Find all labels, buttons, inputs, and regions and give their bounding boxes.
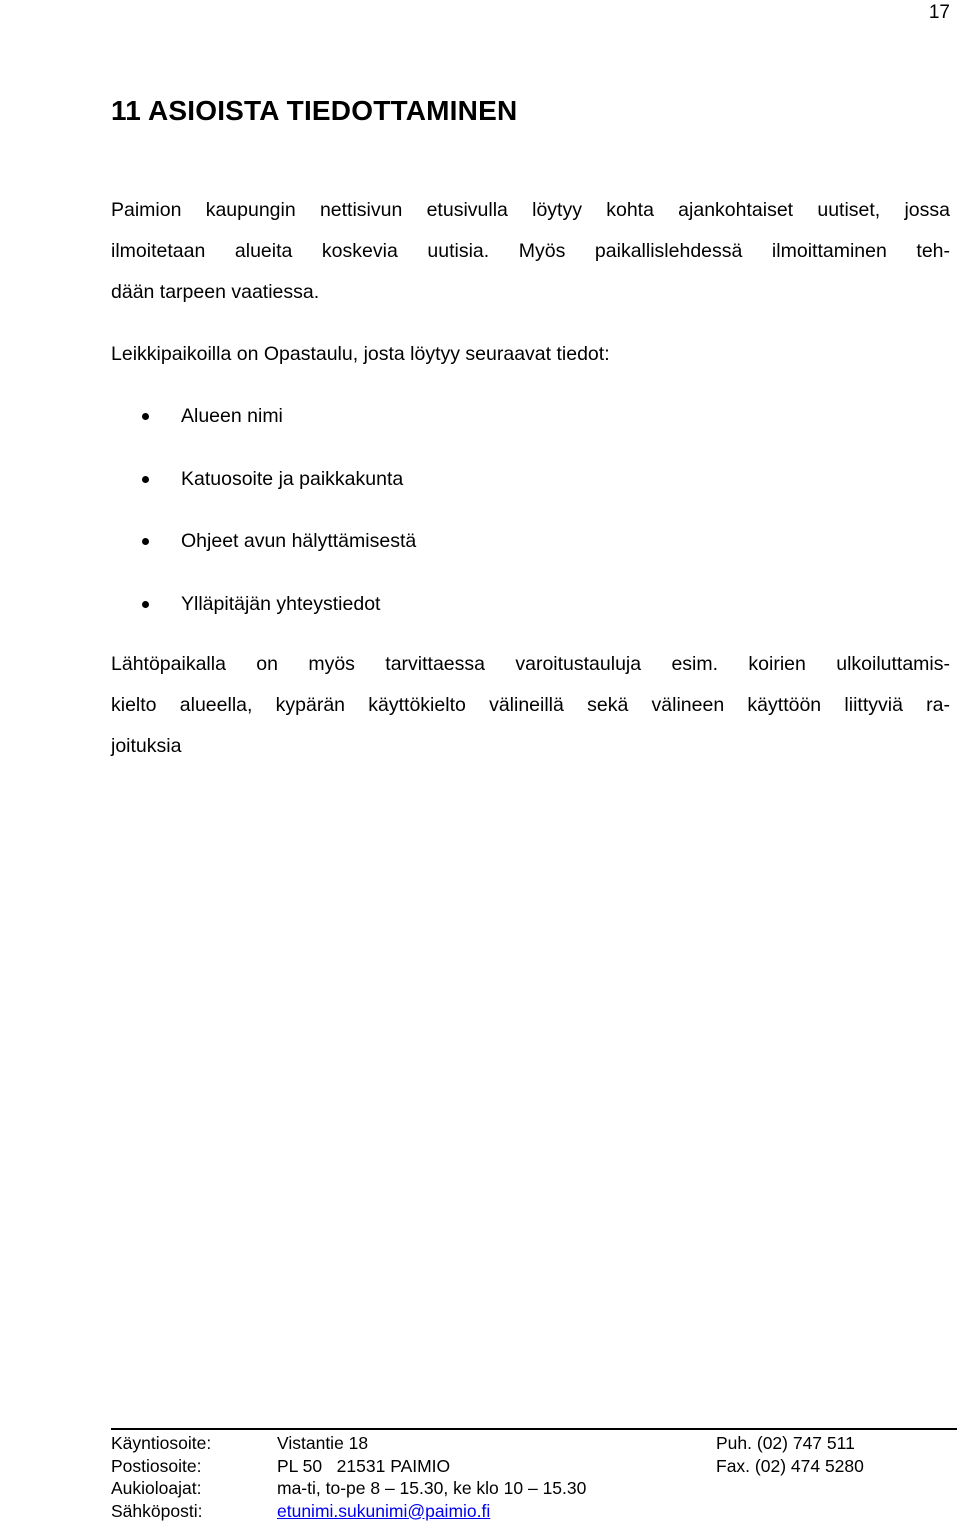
bullet-icon (142, 413, 149, 420)
footer-divider (111, 1428, 957, 1430)
section-heading: 11 ASIOISTA TIEDOTTAMINEN (111, 95, 518, 126)
footer-fax: Fax. (02) 474 5280 (716, 1455, 864, 1476)
paragraph-signboard-intro: Leikkipaikoilla on Opastaulu, josta löytyy seuraavat tiedot: (111, 343, 610, 365)
footer-value: Vistantie 18 (277, 1433, 369, 1453)
footer-row-opening-hours (111, 1477, 957, 1500)
page-number: 17 (928, 2, 950, 23)
email-link[interactable]: etunimi.sukunimi@paimio.fi (277, 1500, 491, 1521)
footer-phone: Puh. (02) 747 511 (716, 1433, 855, 1453)
list-item-text: Ohjeet avun hälyttämisestä (181, 530, 417, 552)
paragraph-warning-signs (111, 644, 950, 767)
signboard-info-list (142, 396, 416, 646)
paragraph-line: Paimion kaupungin nettisivun etusivulla löytyy kohta ajankohtaiset uutiset, jossa (111, 199, 950, 221)
footer-label: Sähköposti: (111, 1500, 203, 1521)
bullet-icon (142, 476, 149, 483)
footer-row-email (111, 1500, 957, 1522)
list-item (142, 459, 416, 522)
bullet-icon (142, 601, 149, 608)
footer-contact-info (111, 1432, 957, 1522)
bullet-icon (142, 538, 149, 545)
paragraph-line: kielto alueella, kypärän käyttökielto välineillä sekä välineen käyttöön liittyviä ra- (111, 694, 950, 716)
footer-label: Aukioloajat: (111, 1478, 202, 1498)
footer-label: Postiosoite: (111, 1455, 202, 1476)
footer-row-postal-address (111, 1455, 957, 1478)
paragraph-line: dään tarpeen vaatiessa. (111, 281, 320, 303)
list-item-text: Katuosoite ja paikkakunta (181, 467, 404, 490)
list-item (142, 584, 416, 647)
list-item (142, 521, 416, 584)
paragraph-line: Lähtöpaikalla on myös tarvittaessa varoitustauluja esim. koirien ulkoiluttamis- (111, 653, 950, 675)
footer-value: ma-ti, to-pe 8 – 15.30, ke klo 10 – 15.30 (277, 1478, 587, 1498)
paragraph-news-info (111, 190, 950, 313)
list-item (142, 396, 416, 459)
paragraph-line: joituksia (111, 735, 182, 757)
footer-value: PL 50 21531 PAIMIO (277, 1455, 451, 1476)
list-item-text: Alueen nimi (181, 405, 283, 427)
footer-label: Käyntiosoite: (111, 1433, 212, 1453)
paragraph-line: ilmoitetaan alueita koskevia uutisia. Myös paikallislehdessä ilmoittaminen teh- (111, 240, 950, 262)
list-item-text: Ylläpitäjän yhteystiedot (181, 592, 381, 615)
footer-row-visiting-address (111, 1432, 957, 1455)
